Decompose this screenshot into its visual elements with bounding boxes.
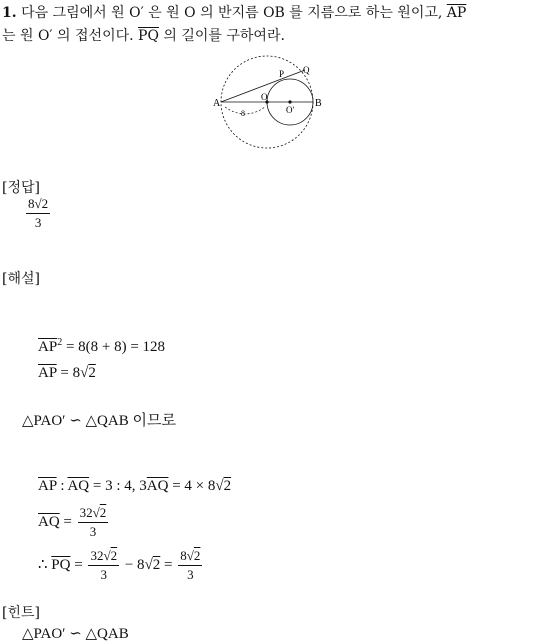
problem-text-2: 는 원 O′ 의 접선이다. — [2, 28, 134, 44]
answer-value — [24, 196, 52, 231]
label-q: Q — [303, 65, 310, 75]
segment-ap: $\overline{AP}$ — [446, 5, 467, 21]
label-8: 8 — [241, 109, 245, 118]
equation-4: $\overline{AQ}$ = $\frac{32√2}{3}$ — [38, 505, 107, 539]
problem-text-3: 의 길이를 구하여라. — [163, 28, 285, 44]
label-p: P — [279, 69, 285, 79]
segment-pq: $\overline{PQ}$ — [138, 28, 159, 44]
point-o-prime — [288, 100, 291, 103]
equation-5: ∴ $\overline{PQ}$ = $\frac{32√2}{3}$ − 8√2 = $\frac{8√2}{3}$ — [38, 548, 201, 582]
problem-line-1 — [2, 2, 466, 22]
solution-header: [해설] — [2, 271, 40, 287]
similarity-statement: △PAO′ ∽ △QAB 이므로 — [22, 413, 176, 429]
label-o-prime: O′ — [286, 105, 295, 115]
problem-line-2 — [2, 25, 285, 45]
answer-header: [정답] — [2, 180, 40, 196]
hint-header: [힌트] — [2, 605, 40, 621]
equation-1: $\overline{AP}^2 = 8(8 + 8) = 128$ — [38, 337, 166, 355]
label-a: A — [213, 98, 221, 109]
label-b: B — [315, 98, 322, 109]
problem-number: 1. — [2, 5, 17, 21]
length-brace — [225, 107, 265, 114]
geometry-figure — [205, 55, 335, 155]
equation-3: $\overline{AP}$ : $\overline{AQ} = 3$ : 4, $3\overline{AQ} = 4 \times 8√2$ — [38, 478, 232, 494]
label-o: O — [261, 92, 268, 102]
problem-text-1: 다음 그림에서 원 O′ 은 원 O 의 반지름 OB 를 지름으로 하는 원이고, — [21, 5, 443, 21]
hint-text: △PAO′ ∽ △QAB — [22, 626, 129, 642]
equation-2: $\overline{AP} = 8√2$ — [38, 365, 96, 381]
answer-fraction: $\frac{8√2}{3}$ — [28, 196, 49, 230]
